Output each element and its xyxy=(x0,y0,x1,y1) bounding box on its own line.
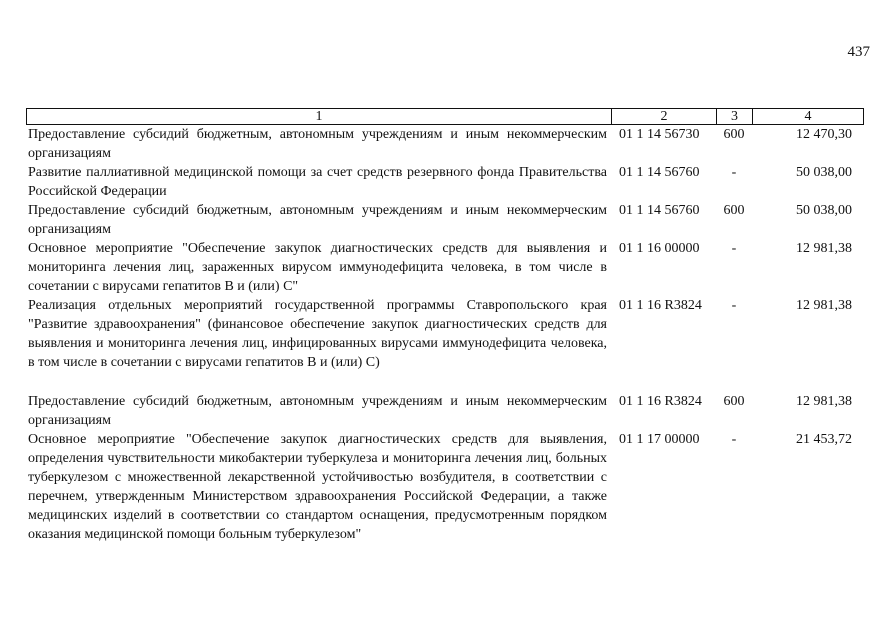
page-number: 437 xyxy=(847,44,870,60)
row-amount: 50 038,00 xyxy=(796,165,852,180)
table-row xyxy=(26,125,864,163)
row-amount: 12 981,38 xyxy=(796,298,852,313)
row-type: - xyxy=(731,241,737,256)
row-type: - xyxy=(731,298,737,313)
row-code: 01 1 16 R3824 xyxy=(619,298,702,313)
row-amount: 12 470,30 xyxy=(796,127,852,142)
table-row xyxy=(26,239,864,296)
row-name: Предоставление субсидий бюджетным, автономным учреждениям и иным некоммерческим организациям xyxy=(28,394,607,428)
row-name: Предоставление субсидий бюджетным, автономным учреждениям и иным некоммерческим организациям xyxy=(28,127,607,161)
table-row xyxy=(26,392,864,430)
budget-table xyxy=(26,108,864,544)
row-spacer xyxy=(26,372,864,392)
row-name: Развитие паллиативной медицинской помощи за счет средств резервного фонда Правительства Российской Федерации xyxy=(28,165,607,199)
row-amount: 12 981,38 xyxy=(796,241,852,256)
row-type: - xyxy=(731,432,737,447)
row-code: 01 1 16 R3824 xyxy=(619,394,702,409)
row-type: 600 xyxy=(723,203,745,218)
row-code: 01 1 16 00000 xyxy=(619,241,700,256)
row-amount: 50 038,00 xyxy=(796,203,852,218)
row-name: Предоставление субсидий бюджетным, автономным учреждениям и иным некоммерческим организациям xyxy=(28,203,607,237)
row-name: Основное мероприятие "Обеспечение закупок диагностических средств для выявления, определения чувствительности микобактерии туберкулеза и мониторинга лечения лиц, больных туберкулезом с множественной лекарственной устойчивостью возбудителя, в соответствии с перечнем, утвержденным Министерством здравоохранения Российской Федерации, а также медицинских изделий в соответствии со стандартом оснащения, предусмотренным порядком оказания медицинской помощи больным туберкулезом" xyxy=(28,432,607,542)
row-type: 600 xyxy=(723,127,745,142)
table-row xyxy=(26,430,864,544)
row-code: 01 1 14 56730 xyxy=(619,127,700,142)
header-col-1: 1 xyxy=(27,109,612,124)
table-row xyxy=(26,201,864,239)
header-col-2: 2 xyxy=(612,109,717,124)
row-code: 01 1 14 56760 xyxy=(619,203,700,218)
row-amount: 12 981,38 xyxy=(796,394,852,409)
table-header xyxy=(26,108,864,125)
header-col-3: 3 xyxy=(717,109,753,124)
row-code: 01 1 14 56760 xyxy=(619,165,700,180)
row-amount: 21 453,72 xyxy=(796,432,852,447)
table-row xyxy=(26,163,864,201)
header-col-4: 4 xyxy=(804,109,812,124)
row-type: 600 xyxy=(723,394,745,409)
table-row xyxy=(26,296,864,372)
row-name: Реализация отдельных мероприятий государственной программы Ставропольского края "Развитие здравоохранения" (финансовое обеспечение закупок диагностических средств для выявления и мониторинга лечения лиц, инфицированных вирусами иммунодефицита человека, в том числе в сочетании с вирусами гепатитов В и (или) С) xyxy=(28,298,607,370)
row-type: - xyxy=(731,165,737,180)
row-name: Основное мероприятие "Обеспечение закупок диагностических средств для выявления и мониторинга лечения лиц, зараженных вирусом иммунодефицита человека, в том числе в сочетании с вирусами гепатитов В и (или) С" xyxy=(28,241,607,294)
row-code: 01 1 17 00000 xyxy=(619,432,700,447)
